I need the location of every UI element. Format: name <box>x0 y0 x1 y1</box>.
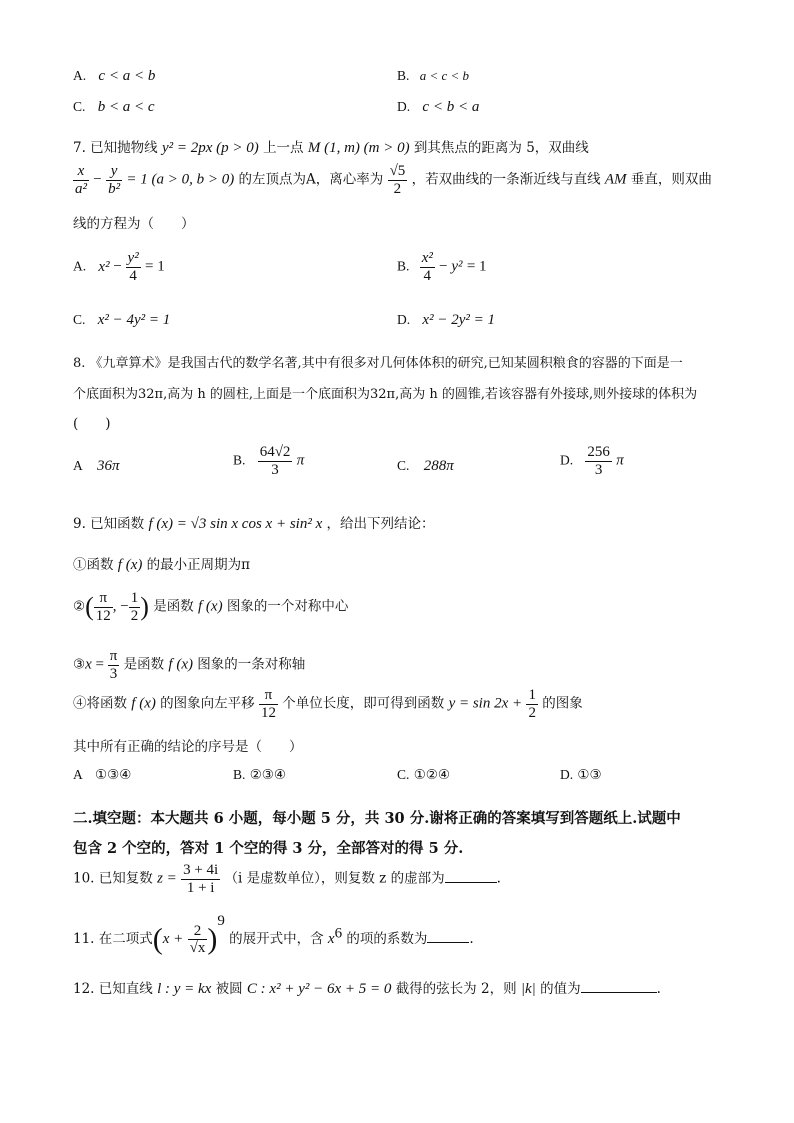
q9-s2-frac1: $\frac{\pi}{12}$ <box>95 590 111 624</box>
q9-s2-frac2: $\frac{1}{2}$ <box>130 590 139 624</box>
q9-text: ④将函数 <box>73 695 127 712</box>
q8-d-frac: $\frac{256}{3}$ <box>587 444 610 478</box>
option-label: C. <box>397 767 410 782</box>
q7-parabola: y² = 2px (p > 0) <box>161 140 259 156</box>
q8-b-frac: $\frac{64√2}{3}$ <box>259 444 291 478</box>
q10-frac-num: 3 + 4i <box>183 862 219 878</box>
q9-text: ，给出下列结论： <box>326 516 435 532</box>
q7-option-b: B. $\frac{\text{x²}}{4}$ − y² = 1 <box>397 250 487 284</box>
option-expr: a < c < b <box>419 68 470 83</box>
q11-inner: x + <box>162 931 184 947</box>
q9-line1 <box>73 512 435 533</box>
option-label: C. <box>397 458 410 473</box>
q9-option-b <box>233 767 286 783</box>
option-label: D. <box>560 767 574 782</box>
q7-frac-x: $\frac{x}{\text{a²}}$ <box>75 163 87 197</box>
option-expr: b < a < c <box>97 99 155 115</box>
option-expr: ①②④ <box>413 767 450 783</box>
q10-text: （i 是虚数单位），则复数 z 的虚部为 <box>224 870 445 887</box>
q7-text: 上一点 <box>263 140 304 156</box>
q6-option-a <box>73 68 155 85</box>
q9-s4-frac: $\frac{\pi}{12}$ <box>260 687 276 721</box>
q9-text: 的图象向左平移 <box>160 695 255 712</box>
q10 <box>73 862 501 896</box>
q8-option-a <box>73 458 120 475</box>
q7-option-c <box>73 312 170 329</box>
q11: 11. 在二项式(x + $\frac{2}{√x}$ )$^9$ 的展开式中，含 $x^6$ 的项的系数为 . <box>73 913 474 956</box>
q9-s3-frac: $\frac{\pi}{3}$ <box>109 648 118 682</box>
option-label: A. <box>73 258 87 274</box>
option-expr: c < b < a <box>422 99 480 115</box>
q9-option-a <box>73 767 131 783</box>
option-expr: π <box>296 452 305 469</box>
q7-option-d <box>397 312 495 329</box>
q12-abs-k: |k| <box>520 981 536 997</box>
q9-option-d <box>560 767 602 783</box>
q9-text: ①函数 <box>73 557 114 573</box>
q6-option-b <box>397 68 469 84</box>
option-label: B. <box>233 452 246 468</box>
option-label: C. <box>73 99 86 114</box>
option-expr: 288π <box>423 458 454 474</box>
q11-frac-den: √x <box>189 940 206 956</box>
q7-a-frac: $\frac{\text{y²}}{4}$ <box>127 250 139 284</box>
q7-line1 <box>73 136 589 157</box>
q9-text: ③ <box>73 656 86 673</box>
q9-text: 是函数 <box>153 598 194 615</box>
q7-b-frac: $\frac{\text{x²}}{4}$ <box>421 250 433 284</box>
option-expr: = 1 <box>145 258 165 275</box>
q9-func: f (x) <box>117 557 143 573</box>
option-expr: 36π <box>97 458 120 474</box>
q9-statement-4 <box>73 687 583 721</box>
q11-text: 的项的系数为 <box>346 931 428 947</box>
q12-text: 的值为 <box>540 981 581 997</box>
q12-line: l : y = kx <box>157 981 212 997</box>
q11-answer-blank[interactable] <box>427 928 469 943</box>
q9-func: f (x) <box>131 695 156 712</box>
q7-prefix: 7. 已知抛物线 <box>73 140 158 156</box>
q9-option-c <box>397 767 450 783</box>
q9-function: f (x) = √3 sin x cos x + sin² x <box>148 516 323 532</box>
q8-option-d <box>560 444 624 478</box>
option-label: A. <box>73 68 87 83</box>
q12-end: . <box>656 981 661 997</box>
q9-ask: 其中所有正确的结论的序号是（ ） <box>73 739 303 755</box>
option-label: D. <box>560 452 574 468</box>
q11-exp: 9 <box>217 913 225 929</box>
q7-line3: 线的方程为（ ） <box>73 216 195 232</box>
q7-line2: $\frac{x}{\text{a²}}$ − $\frac{y}{\text{b²}}$ = 1 (a > 0, b > 0) 的左顶点为A，离心率为 $\frac{√5}{2}$ ，若双曲线的一条渐近线与直线 AM 垂直，则双曲 <box>75 163 712 197</box>
q7-option-a: A. x² − $\frac{\text{y²}}{4}$ = 1 <box>73 250 165 284</box>
q6-option-c <box>73 99 155 116</box>
q7-point: M (1, m) (m > 0) <box>307 140 410 156</box>
q11-term-exp: 6 <box>334 925 343 942</box>
q11-end: . <box>469 931 474 947</box>
q7-line-am: AM <box>604 171 627 188</box>
option-label: D. <box>397 99 411 114</box>
q7-text: 到其焦点的距离为 5，双曲线 <box>413 140 589 156</box>
option-label: A <box>73 767 83 782</box>
q10-prefix: 10. 已知复数 <box>73 870 153 887</box>
option-expr: ②③④ <box>249 767 286 783</box>
q9-func: f (x) <box>168 656 193 673</box>
q6-option-d <box>397 99 479 116</box>
q7-eccentricity: $\frac{√5}{2}$ <box>389 163 406 197</box>
q12 <box>73 977 661 998</box>
option-expr: ①③④ <box>95 767 132 783</box>
q12-text: 被圆 <box>215 981 243 997</box>
q9-text: 个单位长度，即可得到函数 <box>282 695 445 712</box>
q9-text: 图象的一条对称轴 <box>197 656 306 673</box>
q9-statement-3: ③x = $\frac{\pi}{3}$ 是函数 f (x) 图象的一条对称轴 <box>73 648 306 682</box>
option-label: D. <box>397 312 411 327</box>
q10-frac <box>181 862 220 896</box>
q7-frac-y: $\frac{y}{\text{b²}}$ <box>108 163 121 197</box>
q8-line1: 8. 《九章算术》是我国古代的数学名著,其中有很多对几何体体积的研究,已知某圆积粮食的容器的下面是一 <box>73 356 683 371</box>
q10-frac-den: 1 + i <box>186 879 215 896</box>
q9-text: 图象的一个对称中心 <box>226 598 349 615</box>
q9-text: ② <box>73 598 86 615</box>
q10-z: z = <box>157 870 177 887</box>
option-label: B. <box>397 258 410 274</box>
option-label: A <box>73 458 83 473</box>
option-label: B. <box>397 68 410 83</box>
option-expr: x² − 2y² = 1 <box>422 312 495 328</box>
option-label: C. <box>73 312 86 327</box>
q7-text: 的左顶点为A，离心率为 <box>238 171 384 188</box>
q11-frac-num: 2 <box>188 923 208 941</box>
option-expr: c < a < b <box>98 68 156 84</box>
q12-text: 截得的弦长为 2，则 <box>395 981 517 997</box>
q8-option-c <box>397 458 454 475</box>
q8-option-b <box>233 444 304 478</box>
option-expr: = 1 <box>466 258 487 275</box>
section2-heading-line1: 二.填空题：本大题共 6 小题，每小题 5 分，共 30 分.谢将正确的答案填写到答题纸上.试题中 <box>73 810 681 827</box>
q7-hyperbola: = 1 (a > 0, b > 0) <box>126 171 235 188</box>
q8-line3: ( ) <box>73 416 111 432</box>
q11-frac <box>188 923 208 957</box>
q11-prefix: 11. 在二项式 <box>73 931 153 947</box>
q9-text: 是函数 <box>123 656 165 673</box>
q10-answer-blank[interactable] <box>445 868 497 883</box>
q7-text: ，若双曲线的一条渐近线与直线 <box>411 171 601 188</box>
q9-func: f (x) <box>198 598 223 615</box>
q11-term: x <box>327 931 335 947</box>
option-expr: π <box>616 452 624 469</box>
q12-answer-blank[interactable] <box>581 978 657 993</box>
q9-s4-frac2: $\frac{1}{2}$ <box>528 687 536 721</box>
q10-end: . <box>496 870 501 887</box>
option-expr: x² − 4y² = 1 <box>97 312 171 328</box>
q12-circle: C : x² + y² − 6x + 5 = 0 <box>246 981 392 997</box>
option-label: B. <box>233 767 246 782</box>
q11-text: 的展开式中，含 <box>229 931 324 947</box>
q9-target: y = sin 2x + <box>448 695 523 712</box>
q9-statement-1 <box>73 553 250 574</box>
q8-line2: 个底面积为32π,高为 h 的圆柱,上面是一个底面积为32π,高为 h 的圆锥,若该容器有外接球,则外接球的体积为 <box>73 387 698 402</box>
q9-text: 的图象 <box>542 695 583 712</box>
q7-text: 垂直，则双曲 <box>630 171 712 188</box>
option-expr: ①③ <box>577 767 602 783</box>
q12-prefix: 12. 已知直线 <box>73 981 153 997</box>
q9-text: 的最小正周期为π <box>146 557 251 573</box>
q9-statement-2: ②( $\frac{\pi}{12}$ , − $\frac{1}{2}$ ) 是函数 f (x) 图象的一个对称中心 <box>73 590 349 624</box>
section2-heading-line2: 包含 2 个空的，答对 1 个空的得 3 分，全部答对的得 5 分. <box>73 840 464 857</box>
q9-prefix: 9. 已知函数 <box>73 516 145 532</box>
